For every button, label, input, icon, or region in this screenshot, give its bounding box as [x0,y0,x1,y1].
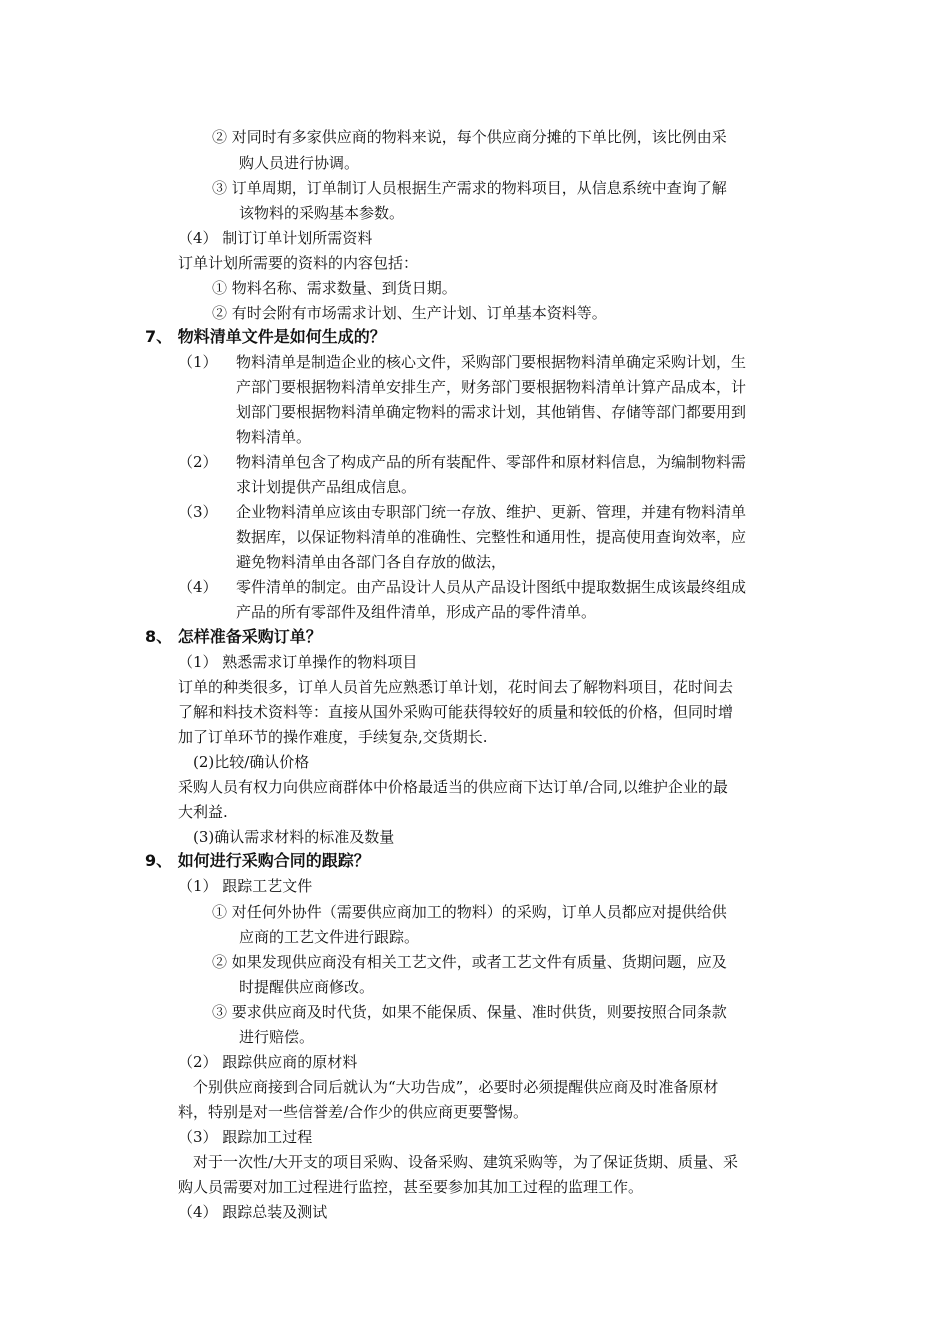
text-line: 企业物料清单应该由专职部门统一存放、维护、更新、管理，并建有物料清单 [236,503,747,521]
text-line: 避免物料清单由各部门各自存放的做法， [236,553,507,571]
text-line: ① 对任何外协件（需要供应商加工的物料）的采购，订单人员都应对提供给供 [212,903,727,921]
item-number: （3） [178,503,218,521]
text-line: 划部门要根据物料清单确定物料的需求计划，其他销售、存储等部门都要用到 [236,403,747,421]
item-number: （4） [178,578,218,596]
text-line: 物料清单是制造企业的核心文件，采购部门要根据物料清单确定采购计划，生 [236,353,747,371]
text-line: 数据库，以保证物料清单的准确性、完整性和通用性，提高使用查询效率，应 [236,528,747,546]
text-line: ① 物料名称、需求数量、到货日期。 [212,279,457,297]
text-line: 产品的所有零部件及组件清单，形成产品的零件清单。 [236,603,597,621]
text-line: （2） 跟踪供应商的原材料 [178,1053,358,1071]
text-line: 了解和料技术资料等：直接从国外采购可能获得较好的质量和较低的价格，但同时增 [178,703,734,721]
text-line: ② 如果发现供应商没有相关工艺文件，或者工艺文件有质量、货期问题，应及 [212,953,727,971]
text-line: 物料清单包含了构成产品的所有装配件、零部件和原材料信息，为编制物料需 [236,453,747,471]
text-line: ③ 要求供应商及时代货，如果不能保质、保量、准时供货，则要按照合同条款 [212,1003,727,1021]
text-line: 对于一次性/大开支的项目采购、设备采购、建筑采购等，为了保证货期、质量、采 [193,1153,739,1171]
text-line: 应商的工艺文件进行跟踪。 [239,928,420,946]
text-line: 求计划提供产品组成信息。 [236,478,417,496]
text-line: 进行赔偿。 [239,1028,315,1046]
text-line: 时提醒供应商修改。 [239,978,375,996]
text-line: 产部门要根据物料清单安排生产，财务部门要根据物料清单计算产品成本，计 [236,378,747,396]
item-number: （1） [178,353,218,371]
text-line: 料，特别是对一些信誉差/合作少的供应商更要警惕。 [178,1103,529,1121]
text-line: （1） 熟悉需求订单操作的物料项目 [178,653,418,671]
text-line: 该物料的采购基本参数。 [239,204,405,222]
text-line: 大利益. [178,803,228,821]
text-line: ③ 订单周期，订单制订人员根据生产需求的物料项目，从信息系统中查询了解 [212,179,727,197]
text-line: 零件清单的制定。由产品设计人员从产品设计图纸中提取数据生成该最终组成 [236,578,747,596]
text-line: 订单计划所需要的资料的内容包括： [178,254,419,272]
text-line: （4） 跟踪总装及测试 [178,1203,328,1221]
text-line: （1） 跟踪工艺文件 [178,877,313,895]
text-line: （4） 制订订单计划所需资料 [178,229,373,247]
section-heading: 9、 如何进行采购合同的跟踪？ [145,851,370,870]
text-line: 购人员需要对加工过程进行监控，甚至要参加其加工过程的监理工作。 [178,1178,644,1196]
section-heading: 7、 物料清单文件是如何生成的？ [145,327,386,346]
item-number: （2） [178,453,218,471]
text-line: 订单的种类很多，订单人员首先应熟悉订单计划，花时间去了解物料项目，花时间去 [178,678,734,696]
text-line: (2)比较/确认价格 [193,753,310,771]
text-line: 加了订单环节的操作难度，手续复杂,交货期长. [178,728,488,746]
text-line: ② 有时会附有市场需求计划、生产计划、订单基本资料等。 [212,304,607,322]
text-line: (3)确认需求材料的标准及数量 [193,828,395,846]
text-line: （3） 跟踪加工过程 [178,1128,313,1146]
text-line: ② 对同时有多家供应商的物料来说，每个供应商分摊的下单比例，该比例由采 [212,128,727,146]
section-heading: 8、 怎样准备采购订单？ [145,627,322,646]
text-line: 购人员进行协调。 [239,154,360,172]
text-line: 个别供应商接到合同后就认为“大功告成”，必要时必须提醒供应商及时准备原材 [193,1078,719,1096]
text-line: 采购人员有权力向供应商群体中价格最适当的供应商下达订单/合同,以维护企业的最 [178,778,728,796]
text-line: 物料清单。 [236,428,312,446]
